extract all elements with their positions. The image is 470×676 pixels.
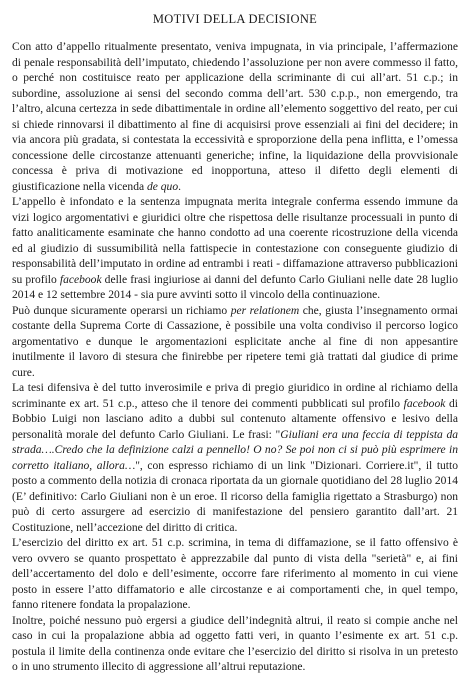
text-run: Inoltre, poiché nessuno può ergersi a giudice dell’indegnità altrui, il reato si compie anche nel caso in cui la propalazione abbia ad oggetto fatti veri, in quanto l’esimente ex art. 51 c.p. postula il limite della continenza onde evitare che l’esercizio del diritto si risolva in un pretesto o in uno strumento illecito di aggressione all’altrui reputazione. [12, 614, 458, 673]
text-run: ", con espresso richiamo di un link "Dizionari. Corriere.it", il tutto posto a commento della notizia di cronaca riportata da un giornale quotidiano del 28 luglio 2014 (E’ definitivo: Carlo Giuliani non è un eroe. Il ricorso della famiglia rigettato a Strasburgo) non può di certo assurgere ad esercizio di manifestazione del pensiero garantito dall’art. 21 Costituzione, nell’accezione del diritto di critica. [12, 459, 458, 534]
paragraph [12, 195, 458, 304]
page-title: MOTIVI DELLA DECISIONE [152, 12, 318, 26]
italic-text: Giuliani era una feccia di teppista da strada….Credo che la definizione calzi a pennello! O no? Se poi non ci si può più esprimere in corretto italiano, allora… [12, 428, 458, 472]
paragraph [12, 304, 458, 382]
paragraph [12, 381, 458, 536]
text-run: La tesi difensiva è del tutto inverosimile e priva di pregio giuridico in ordine al richiamo della scriminante ex art. 51 c.p., atteso che il tenore dei commenti pubblicati sul profilo [12, 382, 458, 410]
paragraph [12, 536, 458, 614]
text-run: L’appello è infondato e la sentenza impugnata merita integrale conferma essendo immune da vizi logico argomentativi e giuridici oltre che rispettosa delle risultanze processuali in punto di fatto analiticamente esaminate che hanno condotto ad una coerente ricostruzione della vicenda ed al giudizio di sussumibilità nella fattispecie in contestazione con conseguente giudizio di responsabilità dell’imputato in ordine ad entrambi i reati - diffamazione attraverso pubblicazioni su profilo [12, 196, 458, 286]
italic-text: facebook [403, 397, 446, 410]
text-run: di Bobbio Luigi non lasciano adito a dubbi sul contenuto altamente offensivo e lesivo della personalità morale del defunto Carlo Giuliani. Le frasi: " [12, 397, 458, 441]
paragraph [12, 614, 458, 676]
paragraph [12, 40, 458, 195]
text-run: L’esercizio del diritto ex art. 51 c.p. scrimina, in tema di diffamazione, se il fatto offensivo è vero ovvero se quanto prospettato è apprezzabile dal punto di vista della "serietà" e, ai fini dell’accertamento del dolo e dell’esimente, occorre fare riferimento al momento in cui viene posto in essere l’atto diffamatorio e alle circostanze e ai comportamenti che, in quel tempo, fanno ritenere fondata la propalazione. [12, 537, 458, 611]
text-run: Può dunque sicuramente operarsi un richiamo [12, 304, 231, 317]
italic-text: facebook [59, 273, 102, 286]
text-run: . [178, 180, 181, 193]
text-run: Con atto d’appello ritualmente presentato, veniva impugnata, in via principale, l’affermazione di penale responsabilità dell’imputato, chiedendo l’assoluzione per non avere commesso il fatto, o perché non costituisce reato per applicazione della scriminante di cui all’art. 51 c.p.; in subordine, assoluzione ai sensi del secondo comma dell’art. 530 c.p.p., non emergendo, tra l’altro, alcuna certezza in sede dibattimentale in ordine all’elemento soggettivo del reato, per cui si chiede rinnovarsi il dibattimento al fine di acquisirsi prove essenziali ai fini del decidere; in via ancora più gradata, si contestata la eccessività e sproporzione della pena inflitta, e l’omessa concessione delle circostanze attenuanti generiche; infine, la liquidazione della provvisionale concessa è priva di motivazione ed inopportuna, atteso il difetto degli elementi di giustificazione nella vicenda [12, 41, 458, 193]
italic-text: per relationem [230, 304, 300, 317]
italic-text: de quo [146, 180, 179, 193]
text-run: delle frasi ingiuriose ai danni del defunto Carlo Giuliani nelle date 28 luglio 2014 e 12 settembre 2014 - sia pure avvinti sotto il vincolo della continuazione. [12, 273, 458, 301]
text-run: che, giusta l’insegnamento ormai costante della Suprema Corte di Cassazione, è possibile una volta condiviso il percorso logico argomentativo e dunque le argomentazioni esplicitate anche al fine di non appesantire inutilmente il lavoro di stesura che finirebbe per ripetere temi già trattati dal giudice di prime cure. [12, 304, 458, 379]
document-body [12, 40, 458, 676]
